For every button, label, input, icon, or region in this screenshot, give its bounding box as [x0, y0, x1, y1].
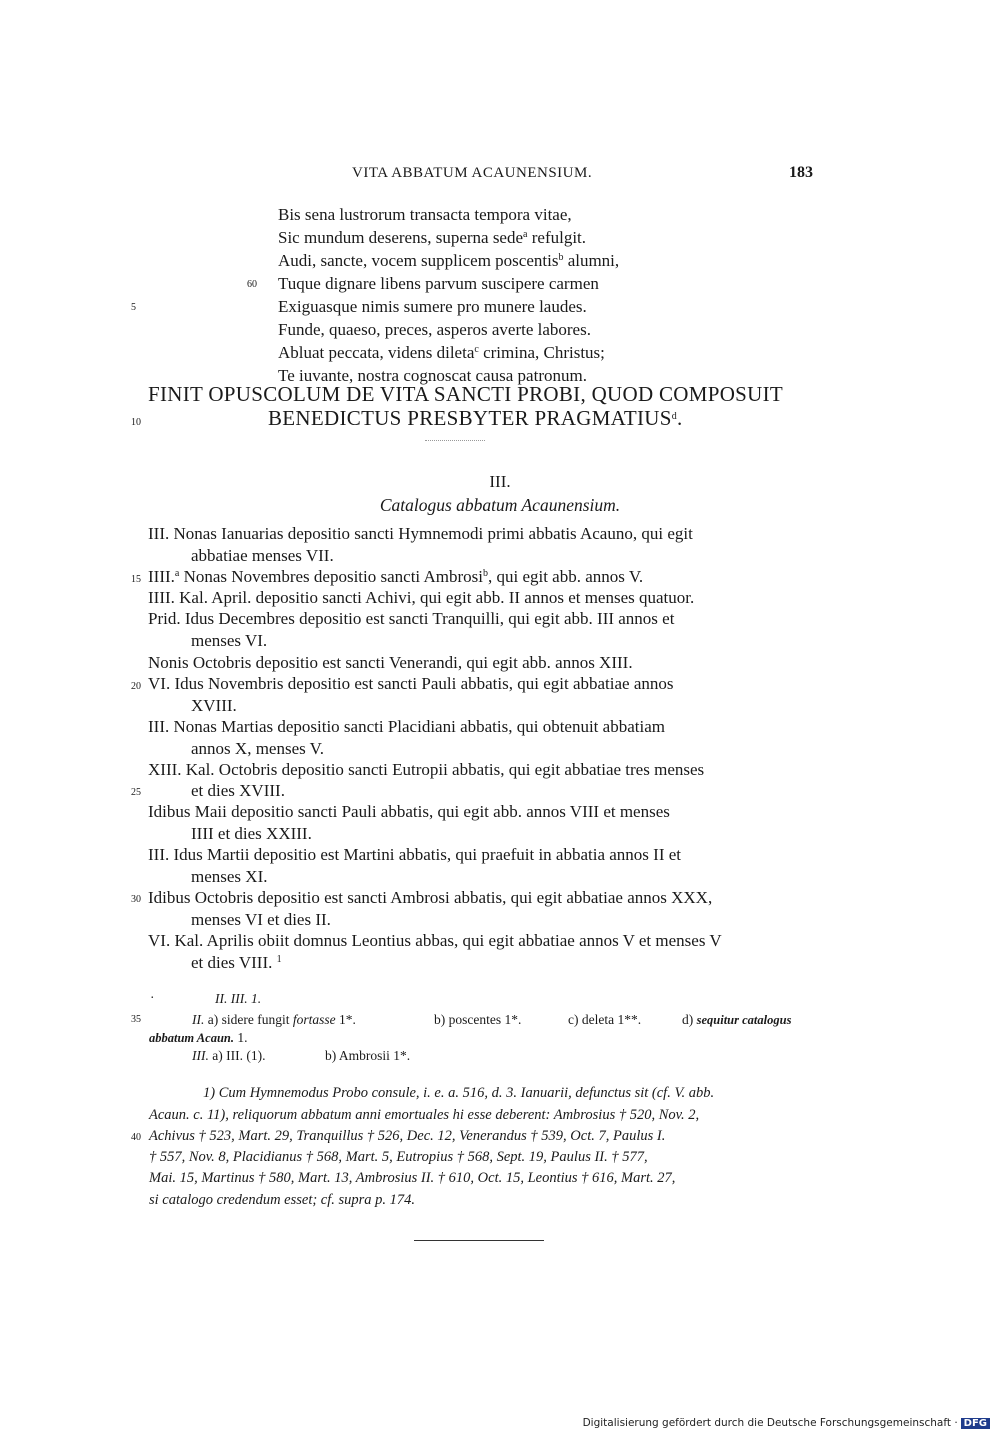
verse-line: Exiguasque nimis sumere pro munere laudes.	[278, 297, 587, 316]
catalogue-line: menses XI.	[191, 867, 268, 886]
catalogue-line: XIII. Kal. Octobris depositio sancti Eutropii abbatis, qui egit abbatiae tres menses	[148, 760, 705, 779]
line-number: 40	[131, 1132, 141, 1143]
catalogue-line: IIII. Kal. April. depositio sancti Achivi, qui egit abb. II annos et menses quatuor.	[148, 588, 695, 607]
digitization-credit: Digitalisierung gefördert durch die Deutsche Forschungsgemeinschaft · DFG	[583, 1417, 990, 1429]
apparatus-dot: ·	[150, 990, 155, 1005]
catalogue-line: III. Idus Martii depositio est Martini abbatis, qui praefuit in abbatia annos II et	[148, 845, 682, 864]
apparatus-note: d) sequitur catalogus	[682, 1012, 792, 1027]
verse-line: Tuque dignare libens parvum suscipere carmen	[278, 274, 599, 293]
line-number: 5	[131, 302, 136, 313]
catalogue-line: VI. Kal. Aprilis obiit domnus Leontius abbas, qui egit abbatiae annos V et menses V	[148, 931, 722, 950]
line-number: 20	[131, 681, 141, 692]
dfg-logo-icon: DFG	[961, 1418, 990, 1429]
footnote-marker: d	[671, 411, 677, 422]
footnote-marker: 1	[276, 954, 282, 965]
line-number: 60	[247, 279, 257, 290]
end-rule	[414, 1240, 544, 1241]
catalogue-line: menses VI et dies II.	[191, 910, 331, 929]
catalogue-line: annos X, menses V.	[191, 739, 325, 758]
line-number: 10	[131, 417, 141, 428]
footnote-marker: b	[482, 568, 488, 579]
line-number: 15	[131, 574, 141, 585]
verse-line: Funde, quaeso, preces, asperos averte labores.	[278, 320, 591, 339]
apparatus-note: b) poscentes 1*.	[434, 1012, 522, 1027]
section-title: Catalogus abbatum Acaunensium.	[379, 495, 621, 515]
catalogue-line: Nonis Octobris depositio est sancti Venerandi, qui egit abb. annos XIII.	[148, 653, 633, 672]
apparatus-line: III. a) III. (1).	[192, 1048, 266, 1063]
catalogue-line: IIII.$^a$ Nonas Novembres depositio sancti Ambrosi$^b$, qui egit abb. annos V.	[148, 567, 644, 586]
catalogue-line: III. Nonas Ianuarias depositio sancti Hymnemodi primi abbatis Acauno, qui egit	[148, 524, 693, 543]
apparatus-sources: II. III. 1.	[215, 991, 262, 1006]
footnote-marker: b	[558, 252, 564, 263]
verse-line: Audi, sancte, vocem supplicem poscentis$^b$ alumni,	[278, 251, 620, 270]
catalogue-line: et dies XVIII.	[191, 781, 285, 800]
apparatus-note: c) deleta 1**.	[568, 1012, 642, 1027]
catalogue-line: III. Nonas Martias depositio sancti Placidiani abbatis, qui obtenuit abbatiam	[148, 717, 665, 736]
separator-dots	[425, 440, 485, 441]
footnote-marker: a	[523, 229, 528, 240]
catalogue-line: et dies VIII. $^1$	[191, 953, 282, 972]
explicit-line-1: FINIT OPUSCOLUM DE VITA SANCTI PROBI, QUOD COMPOSUIT	[148, 382, 784, 406]
footnote-marker: a	[174, 568, 180, 579]
explicit-line-2: BENEDICTUS PRESBYTER PRAGMATIUS$^d$.	[268, 406, 683, 430]
annotation-line: si catalogo credendum esset; cf. supra p. 174.	[149, 1192, 416, 1208]
page-number: 183	[789, 164, 813, 181]
verse-line: Bis sena lustrorum transacta tempora vitae,	[278, 205, 572, 224]
catalogue-line: Idibus Maii depositio sancti Pauli abbatis, qui egit abb. annos VIII et menses	[148, 802, 670, 821]
footnote-marker: c	[474, 344, 479, 355]
catalogue-line: VI. Idus Novembris depositio est sancti Pauli abbatis, qui egit abbatiae annos	[148, 674, 674, 693]
catalogue-line: Idibus Octobris depositio est sancti Ambrosi abbatis, qui egit abbatiae annos XXX,	[148, 888, 713, 907]
catalogue-line: menses VI.	[191, 631, 268, 650]
apparatus-note: b) Ambrosii 1*.	[325, 1048, 411, 1063]
annotation-line: † 557, Nov. 8, Placidianus † 568, Mart. 5, Eutropius † 568, Sept. 19, Paulus II. † 577,	[149, 1149, 648, 1165]
annotation-line: 1) Cum Hymnemodus Probo consule, i. e. a. 516, d. 3. Ianuarii, defunctus sit (cf. V. abb.	[203, 1085, 715, 1101]
line-number: 25	[131, 787, 141, 798]
verse-line: Abluat peccata, videns dileta$^c$ crimina, Christus;	[278, 343, 605, 362]
line-number: 30	[131, 894, 141, 905]
verse-line: Te iuvante, nostra cognoscat causa patronum.	[278, 366, 587, 385]
catalogue-line: abbatiae menses VII.	[191, 546, 334, 565]
catalogue-line: Prid. Idus Decembres depositio est sancti Tranquilli, qui egit abb. III annos et	[148, 609, 675, 628]
annotation-line: Achivus † 523, Mart. 29, Tranquillus † 526, Dec. 12, Venerandus † 539, Oct. 7, Paulus I.	[149, 1128, 666, 1144]
running-title: VITA ABBATUM ACAUNENSIUM.	[352, 165, 593, 181]
section-numeral: III.	[489, 472, 511, 491]
verse-line: Sic mundum deserens, superna sede$^a$ refulgit.	[278, 228, 587, 247]
apparatus-line: II. a) sidere fungit fortasse 1*.	[192, 1012, 356, 1027]
catalogue-line: IIII et dies XXIII.	[191, 824, 312, 843]
apparatus-line: abbatum Acaun. 1.	[149, 1030, 248, 1045]
annotation-line: Acaun. c. 11), reliquorum abbatum anni emortuales hi esse deberent: Ambrosius † 520, Nov. 2,	[149, 1107, 700, 1123]
annotation-line: Mai. 15, Martinus † 580, Mart. 13, Ambrosius II. † 610, Oct. 15, Leontius † 616, Mart. 27,	[149, 1170, 676, 1186]
line-number: 35	[131, 1014, 141, 1025]
catalogue-line: XVIII.	[191, 696, 237, 715]
